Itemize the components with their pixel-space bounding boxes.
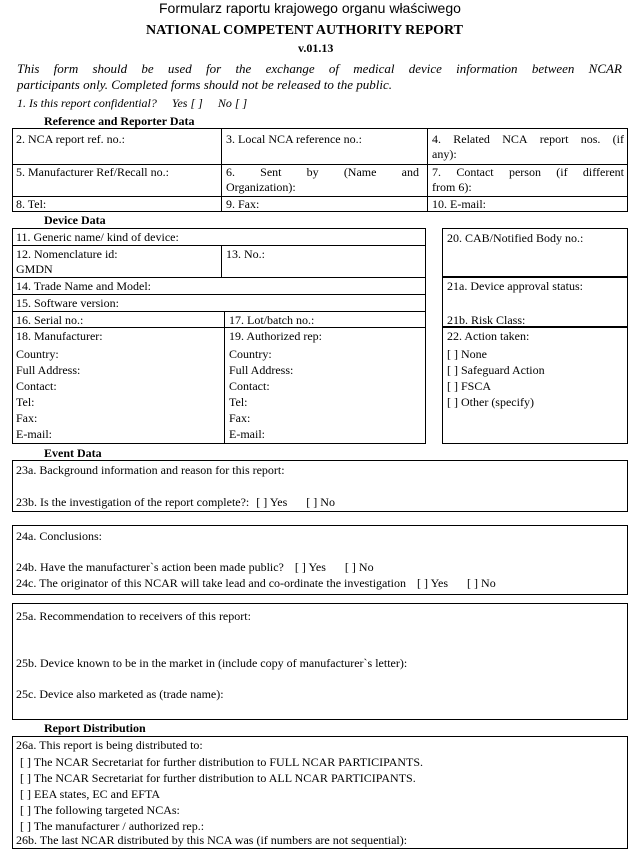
word: and: [401, 165, 419, 179]
authorized-rep-contact-line: Full Address:: [229, 363, 294, 377]
field-investigation-complete: [16, 496, 335, 508]
authorized-rep-contact-line: Fax:: [229, 411, 251, 425]
action-options: [447, 346, 545, 410]
word: for: [206, 61, 222, 76]
field-email[interactable]: 10. E-mail:: [432, 197, 486, 211]
field-risk-class[interactable]: 21b. Risk Class:: [447, 313, 526, 327]
word: information: [456, 61, 518, 76]
manufacturer-contact-line: Fax:: [16, 411, 38, 425]
word: 6.: [226, 165, 235, 179]
field-conclusions[interactable]: 24a. Conclusions:: [16, 529, 102, 543]
field-distributed-to: 26a. This report is being distributed to:: [16, 738, 203, 752]
word: 7.: [432, 165, 441, 179]
word: different: [582, 165, 624, 179]
word: the: [235, 61, 252, 76]
field-action-public: [16, 561, 374, 573]
word: by: [306, 165, 319, 179]
distribution-option-targeted[interactable]: [ ] The following targeted NCAs:: [20, 803, 180, 817]
form-title: NATIONAL COMPETENT AUTHORITY REPORT: [146, 23, 464, 38]
device-heading: Device Data: [44, 213, 106, 227]
word: This: [17, 61, 40, 76]
word: NCA: [502, 132, 528, 146]
field-sent-by[interactable]: [226, 166, 419, 178]
field-action-taken: 22. Action taken:: [447, 329, 530, 343]
intro-line-2: participants only. Completed forms should not be released to the public.: [17, 77, 393, 92]
action-option-other[interactable]: [ ] Other (specify): [447, 395, 534, 409]
word: nos.: [580, 132, 601, 146]
word: report: [539, 132, 569, 146]
field-fax[interactable]: 9. Fax:: [226, 197, 260, 211]
distribution-option-all[interactable]: [ ] The NCAR Secretariat for further distribution to ALL NCAR PARTICIPANTS.: [20, 771, 416, 785]
investigation-no-checkbox[interactable]: [ ] No: [306, 495, 335, 509]
word: (if: [556, 165, 568, 179]
field-manufacturer[interactable]: 18. Manufacturer:: [16, 329, 103, 343]
action-option-fsca[interactable]: [ ] FSCA: [447, 379, 492, 393]
investigation-label: 23b. Is the investigation of the report complete?:: [16, 495, 250, 509]
confidential-label: 1. Is this report confidential?: [17, 96, 157, 110]
field-lot-batch[interactable]: 17. Lot/batch no.:: [229, 313, 315, 327]
field-trade-name[interactable]: 14. Trade Name and Model:: [16, 279, 151, 293]
word: device: [408, 61, 442, 76]
word: of: [328, 61, 340, 76]
manufacturer-contact-line: Contact:: [16, 379, 57, 393]
field-tel[interactable]: 8. Tel:: [16, 197, 47, 211]
manufacturer-contact-line: Full Address:: [16, 363, 81, 377]
distribution-option-manufacturer[interactable]: [ ] The manufacturer / authorized rep.:: [20, 819, 205, 833]
field-authorized-rep[interactable]: 19. Authorized rep:: [229, 329, 322, 343]
word: person: [508, 165, 541, 179]
field-background-info[interactable]: 23a. Background information and reason for this report:: [16, 463, 285, 477]
authorized-rep-contact-line: Contact:: [229, 379, 270, 393]
action-public-no-checkbox[interactable]: [ ] No: [344, 560, 374, 574]
intro-line-1: [17, 62, 622, 75]
field-serial-no[interactable]: 16. Serial no.:: [16, 313, 84, 327]
field-nomenclature-id[interactable]: 12. Nomenclature id:: [16, 247, 118, 261]
confidential-yes-checkbox[interactable]: Yes [ ]: [171, 96, 203, 110]
field-nca-report-ref[interactable]: 2. NCA report ref. no.:: [16, 132, 125, 146]
word: between: [531, 61, 575, 76]
form-version: v.01.13: [298, 41, 334, 55]
lead-coordination-label: 24c. The originator of this NCAR will take lead and co-ordinate the investigation: [16, 576, 407, 590]
field-gmdn: GMDN: [16, 262, 53, 276]
action-public-label: 24b. Have the manufacturer`s action been made public?: [16, 560, 284, 574]
manufacturer-contact-line: Country:: [16, 347, 59, 361]
word: (if: [612, 132, 624, 146]
word: medical: [353, 61, 395, 76]
manufacturer-contact-list: [16, 346, 80, 442]
word: 4.: [432, 132, 441, 146]
word: (Name: [343, 165, 377, 179]
field-software-version[interactable]: 15. Software version:: [16, 296, 119, 310]
field-last-ncar[interactable]: 26b. The last NCAR distributed by this NCA was (if numbers are not sequential):: [16, 833, 408, 847]
confidential-no-checkbox[interactable]: No [ ]: [217, 96, 248, 110]
field-recommendation[interactable]: 25a. Recommendation to receivers of this report:: [16, 609, 251, 623]
field-cab-notified-body[interactable]: 20. CAB/Notified Body no.:: [447, 231, 584, 245]
lead-coordination-yes-checkbox[interactable]: [ ] Yes: [417, 576, 449, 590]
manufacturer-contact-line: E-mail:: [16, 427, 52, 441]
confidential-question: [17, 97, 247, 109]
field-contact-person-2: from 6):: [432, 180, 472, 194]
action-option-none[interactable]: [ ] None: [447, 347, 487, 361]
authorized-rep-contact-line: Tel:: [229, 395, 248, 409]
field-also-marketed-as[interactable]: 25c. Device also marketed as (trade name):: [16, 687, 224, 701]
field-related-nca-reports[interactable]: [432, 133, 624, 145]
polish-title: Formularz raportu krajowego organu właściwego: [159, 0, 461, 16]
authorized-rep-contact-list: [229, 346, 293, 442]
manufacturer-contact-line: Tel:: [16, 395, 35, 409]
word: Contact: [456, 165, 494, 179]
lead-coordination-no-checkbox[interactable]: [ ] No: [467, 576, 496, 590]
field-approval-status[interactable]: 21a. Device approval status:: [447, 279, 583, 293]
word: Related: [453, 132, 490, 146]
authorized-rep-contact-line: E-mail:: [229, 427, 265, 441]
action-option-safeguard[interactable]: [ ] Safeguard Action: [447, 363, 545, 377]
action-public-yes-checkbox[interactable]: [ ] Yes: [294, 560, 326, 574]
reference-heading: Reference and Reporter Data: [44, 114, 195, 128]
field-device-market[interactable]: 25b. Device known to be in the market in (include copy of manufacturer`s letter):: [16, 656, 408, 670]
field-contact-person[interactable]: [432, 166, 624, 178]
word: exchange: [265, 61, 315, 76]
field-number[interactable]: 13. No.:: [226, 247, 265, 261]
word: used: [167, 61, 192, 76]
word: Sent: [260, 165, 282, 179]
field-related-nca-reports-2: any):: [432, 147, 457, 161]
field-manufacturer-ref[interactable]: 5. Manufacturer Ref/Recall no.:: [16, 165, 169, 179]
authorized-rep-contact-line: Country:: [229, 347, 272, 361]
field-generic-name[interactable]: 11. Generic name/ kind of device:: [16, 230, 179, 244]
distribution-option-full[interactable]: [ ] The NCAR Secretariat for further distribution to FULL NCAR PARTICIPANTS.: [20, 755, 424, 769]
word: be: [141, 61, 154, 76]
field-lead-coordination: [16, 577, 496, 589]
distribution-options: [20, 754, 423, 834]
field-sent-by-2: Organization):: [226, 180, 296, 194]
investigation-yes-checkbox[interactable]: [ ] Yes: [256, 495, 288, 509]
word: form: [53, 61, 79, 76]
distribution-heading: Report Distribution: [44, 721, 146, 735]
word: NCAR: [588, 61, 622, 76]
word: should: [92, 61, 128, 76]
field-local-nca-ref[interactable]: 3. Local NCA reference no.:: [226, 132, 362, 146]
distribution-option-eea[interactable]: [ ] EEA states, EC and EFTA: [20, 787, 161, 801]
event-heading: Event Data: [44, 446, 102, 460]
